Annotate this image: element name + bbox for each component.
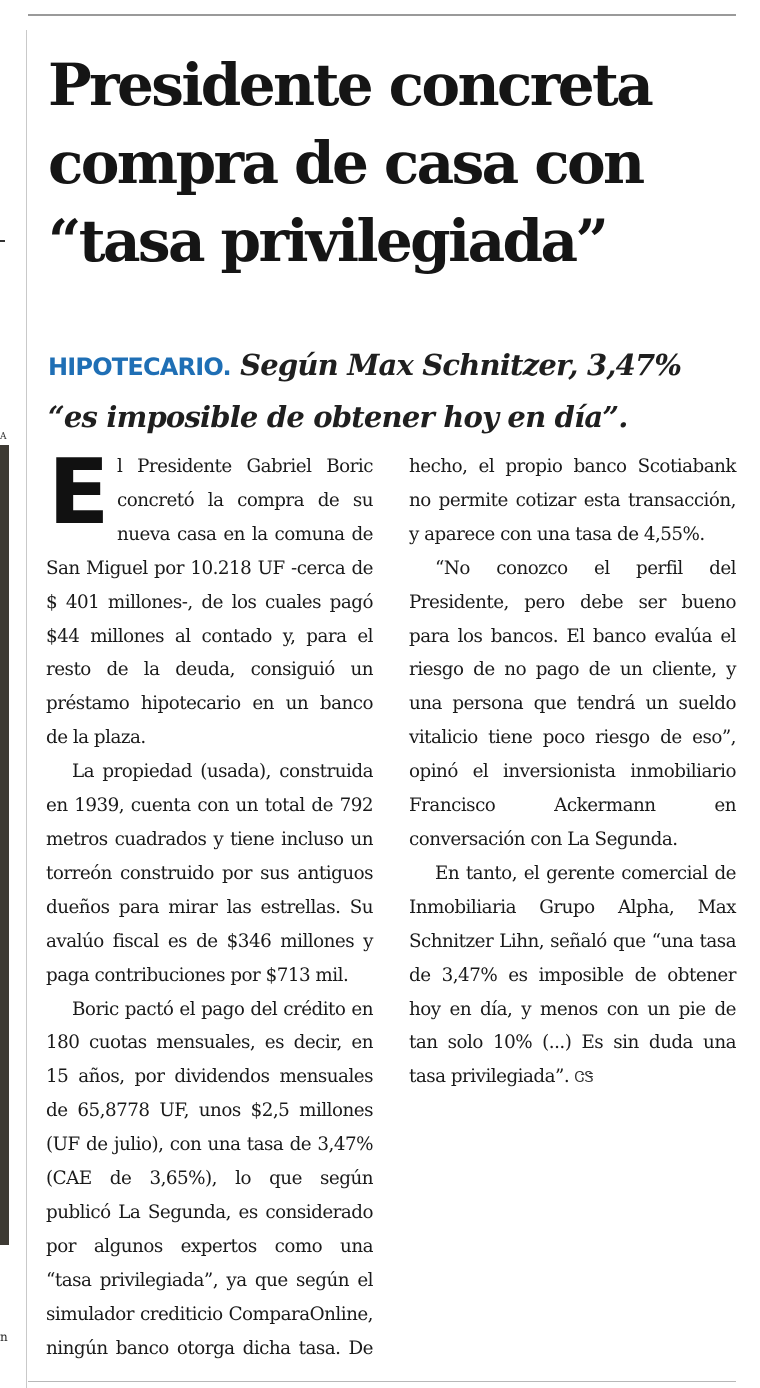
article-paragraph-3: Boric pactó el pago del crédito en 180 cuotas mensuales, es decir, en 15 años, por dividendos mensuales de 65,8778 UF, unos $2,5 millones (UF de julio), con una tasa de 3,47% (CAE de 3,65%), lo que según publicó La Segunda, es considerado por algunos expertos como una “tasa privilegiada”, ya que según el simulador crediticio ComparaOnline, ningún banco otorga dicha tasa. De hecho, el propio banco Scotiabank no permite cotizar esta transacción, y aparece con una tasa de 4,55%. <box>46 456 736 1359</box>
deck <box>48 340 738 442</box>
paragraph-5-text: En tanto, el gerente comercial de Inmobiliaria Grupo Alpha, Max Schnitzer Lihn, señaló que “una tasa de 3,47% es imposible de obtener hoy en día, y menos con un pie de tan solo 10% (...) Es sin duda una tasa privilegiada”. <box>409 862 736 1088</box>
drop-cap: E <box>48 440 109 545</box>
column-separator <box>26 30 27 1388</box>
article-body <box>46 440 736 1370</box>
kicker: HIPOTECARIO. <box>48 353 231 381</box>
article-paragraph-2: La propiedad (usada), construida en 1939, cuenta con un total de 792 metros cuadrados y tiene incluso un torreón construido por sus antiguos dueños para mirar las estrellas. Su avalúo fiscal es de $346 millones y paga contribuciones por $713 mil. <box>46 761 373 986</box>
adjacent-photo-edge <box>0 445 9 1245</box>
headline: Presidente concreta compra de casa con “tasa privilegiada” <box>48 51 652 275</box>
end-mark-icon: ᏣᏕ <box>574 1068 594 1087</box>
top-rule <box>28 14 736 16</box>
article-paragraph-5 <box>409 857 736 1095</box>
article-paragraph-1 <box>46 440 373 755</box>
adjacent-caption-fragment: A <box>0 432 7 442</box>
paragraph-1-text: l Presidente Gabriel Boric concretó la compra de su nueva casa en la comuna de San Miguel por 10.218 UF -cerca de $ 401 millones-, de los cuales pagó $44 millones al contado y, para el resto de la deuda, consiguió un préstamo hipotecario en un banco de la plaza. <box>46 456 373 749</box>
article-paragraph-4: “No conozco el perfil del Presidente, pero debe ser bueno para los bancos. El banco evalúa el riesgo de no pago de un cliente, y una persona que tendrá un sueldo vitalicio tiene poco riesgo de eso”, opinó el inversionista inmobiliario Francisco Ackermann en conversación con La Segunda. <box>409 557 736 850</box>
deck-text: Según Max Schnitzer, 3,47% “es imposible de obtener hoy en día”. <box>48 348 682 434</box>
bottom-rule <box>28 1381 736 1382</box>
adjacent-text-fragment <box>0 240 5 242</box>
adjacent-text-fragment-bottom: n <box>0 1330 8 1344</box>
